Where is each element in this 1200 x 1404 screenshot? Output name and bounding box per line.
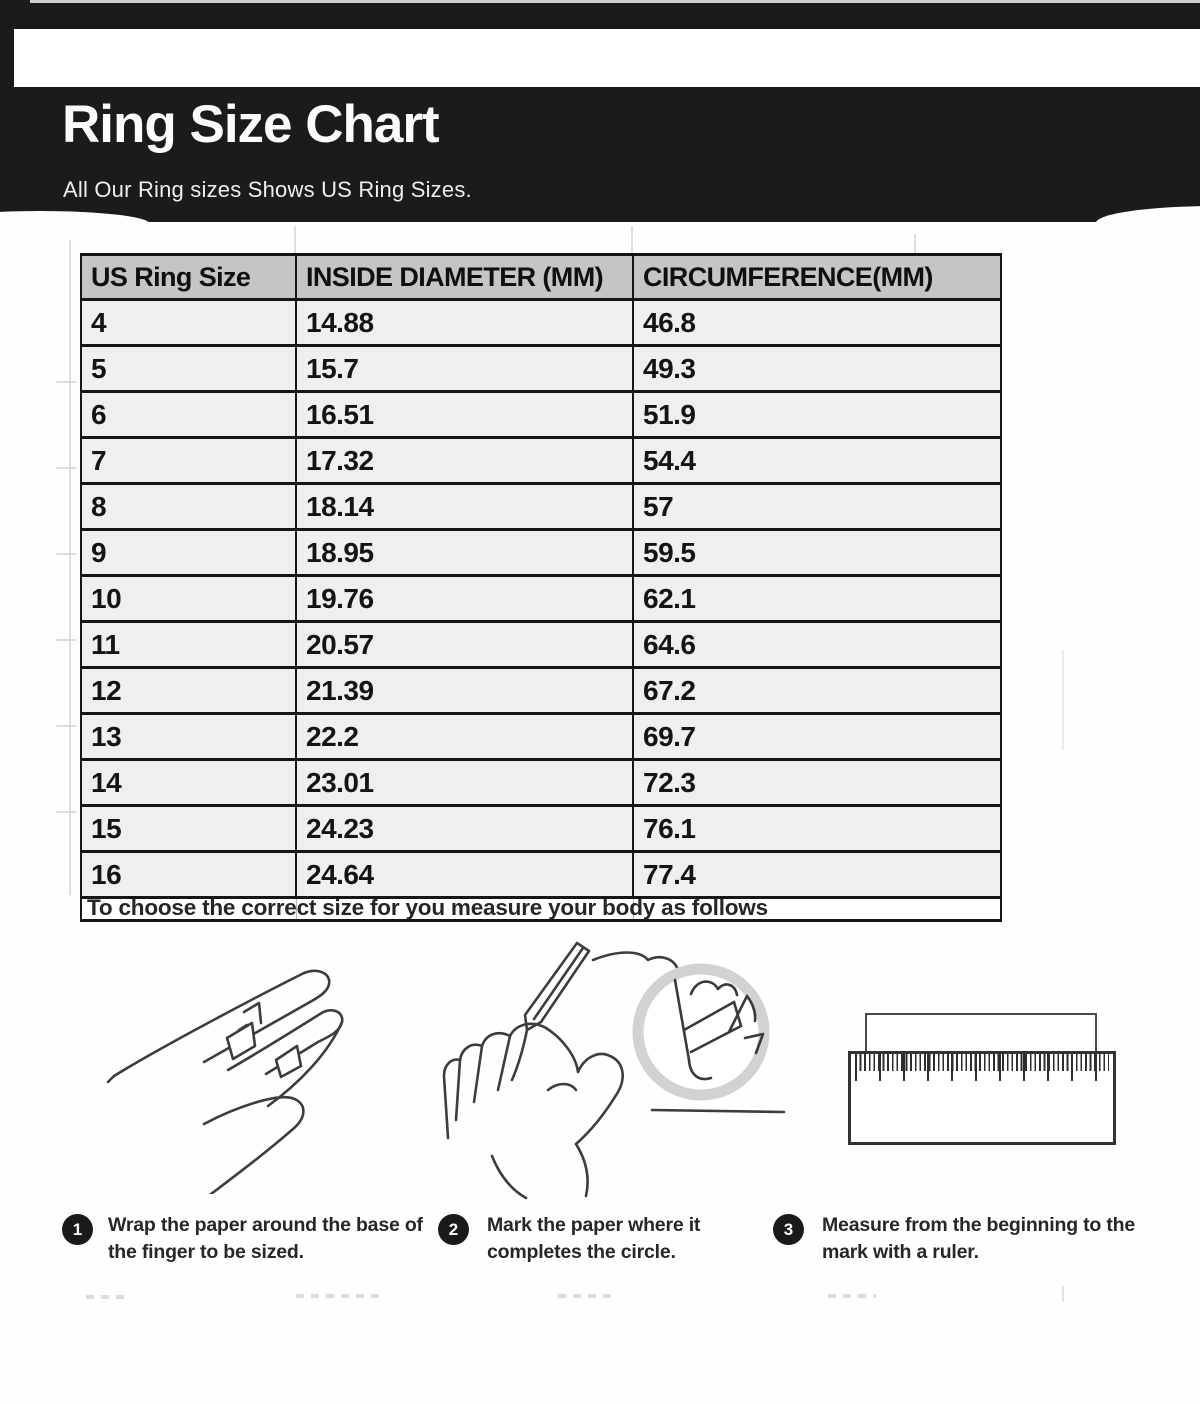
table-cell: 72.3: [633, 760, 1001, 806]
table-row: [81, 806, 1001, 852]
table-cell: 16.51: [296, 392, 633, 438]
table-cell: 14.88: [296, 300, 633, 346]
ghost-line: [56, 381, 76, 383]
column-header: INSIDE DIAMETER (MM): [296, 255, 633, 300]
step-text: Measure from the beginning to the mark with a ruler.: [822, 1214, 1135, 1263]
table-row: [81, 530, 1001, 576]
step-text: Wrap the paper around the base of the finger to be sized.: [108, 1214, 423, 1263]
ghost-line: [69, 240, 71, 895]
table-cell: 10: [81, 576, 296, 622]
measure-heading: To choose the correct size for you measure your body as follows: [87, 895, 768, 920]
table-cell: 59.5: [633, 530, 1001, 576]
scan-artifact-line: [30, 0, 1200, 3]
table-cell: 13: [81, 714, 296, 760]
table-cell: 57: [633, 484, 1001, 530]
blank-white-strip: [14, 29, 1200, 87]
scan-artifact: [828, 1294, 876, 1298]
table-cell: 15.7: [296, 346, 633, 392]
table-cell: 76.1: [633, 806, 1001, 852]
mark-paper-icon: [428, 938, 792, 1204]
table-header-row: [81, 255, 1001, 300]
table-row: [81, 852, 1001, 898]
table-cell: 49.3: [633, 346, 1001, 392]
size-table: [80, 253, 1002, 922]
table-cell: 11: [81, 622, 296, 668]
table-cell: 20.57: [296, 622, 633, 668]
column-header: CIRCUMFERENCE(MM): [633, 255, 1001, 300]
size-table-body: [81, 300, 1001, 921]
table-cell: 14: [81, 760, 296, 806]
table-row: [81, 300, 1001, 346]
ghost-line: [56, 467, 76, 469]
table-row: [81, 576, 1001, 622]
table-cell: 46.8: [633, 300, 1001, 346]
page-title: Ring Size Chart: [62, 95, 439, 154]
ruler-rect: [848, 1051, 1116, 1145]
table-cell: 24.23: [296, 806, 633, 852]
table-cell: 17.32: [296, 438, 633, 484]
table-cell: 24.64: [296, 852, 633, 898]
table-cell: 64.6: [633, 622, 1001, 668]
table-cell: 51.9: [633, 392, 1001, 438]
table-cell: 77.4: [633, 852, 1001, 898]
table-cell: 22.2: [296, 714, 633, 760]
scan-artifact: [296, 1294, 381, 1298]
table-cell: 23.01: [296, 760, 633, 806]
table-row: [81, 622, 1001, 668]
table-cell: 7: [81, 438, 296, 484]
table-cell: 18.14: [296, 484, 633, 530]
table-row: [81, 484, 1001, 530]
ghost-line: [914, 234, 916, 253]
size-table-wrap: [80, 253, 1000, 922]
table-cell: 4: [81, 300, 296, 346]
scan-artifact: [1062, 1286, 1064, 1302]
scan-artifact: [86, 1295, 126, 1299]
step-number-badge: 3: [773, 1214, 804, 1245]
table-cell: 16: [81, 852, 296, 898]
table-row: [81, 346, 1001, 392]
table-row: [81, 392, 1001, 438]
table-cell: 15: [81, 806, 296, 852]
magnifier-circle-icon: [638, 969, 764, 1095]
ghost-line: [1062, 650, 1064, 750]
table-cell: 9: [81, 530, 296, 576]
table-row: [81, 668, 1001, 714]
table-cell: 12: [81, 668, 296, 714]
table-cell: 62.1: [633, 576, 1001, 622]
ghost-line: [56, 553, 76, 555]
table-row: [81, 714, 1001, 760]
ghost-line: [56, 811, 76, 813]
ghost-line: [294, 226, 296, 253]
page-subtitle: All Our Ring sizes Shows US Ring Sizes.: [63, 177, 472, 202]
step-number-badge: 1: [62, 1214, 93, 1245]
table-cell: 21.39: [296, 668, 633, 714]
hand-wrap-illustration: [106, 952, 358, 1194]
table-cell: 6: [81, 392, 296, 438]
ghost-line: [631, 226, 633, 253]
column-header: US Ring Size: [81, 255, 296, 300]
step-text: Mark the paper where it completes the circle.: [487, 1214, 701, 1263]
table-cell: 69.7: [633, 714, 1001, 760]
ghost-line: [56, 639, 76, 641]
table-cell: 67.2: [633, 668, 1001, 714]
scan-artifact: [558, 1294, 616, 1298]
mark-paper-illustration: [428, 938, 792, 1204]
table-cell: 8: [81, 484, 296, 530]
ruler-minor-ticks: [855, 1054, 1109, 1071]
table-row: [81, 438, 1001, 484]
table-cell: 5: [81, 346, 296, 392]
step-number-badge: 2: [438, 1214, 469, 1245]
table-row: [81, 760, 1001, 806]
ghost-line: [56, 725, 76, 727]
header-band: [0, 0, 1200, 222]
hand-wrap-icon: [106, 952, 358, 1194]
table-cell: 19.76: [296, 576, 633, 622]
table-cell: 54.4: [633, 438, 1001, 484]
table-cell: 18.95: [296, 530, 633, 576]
